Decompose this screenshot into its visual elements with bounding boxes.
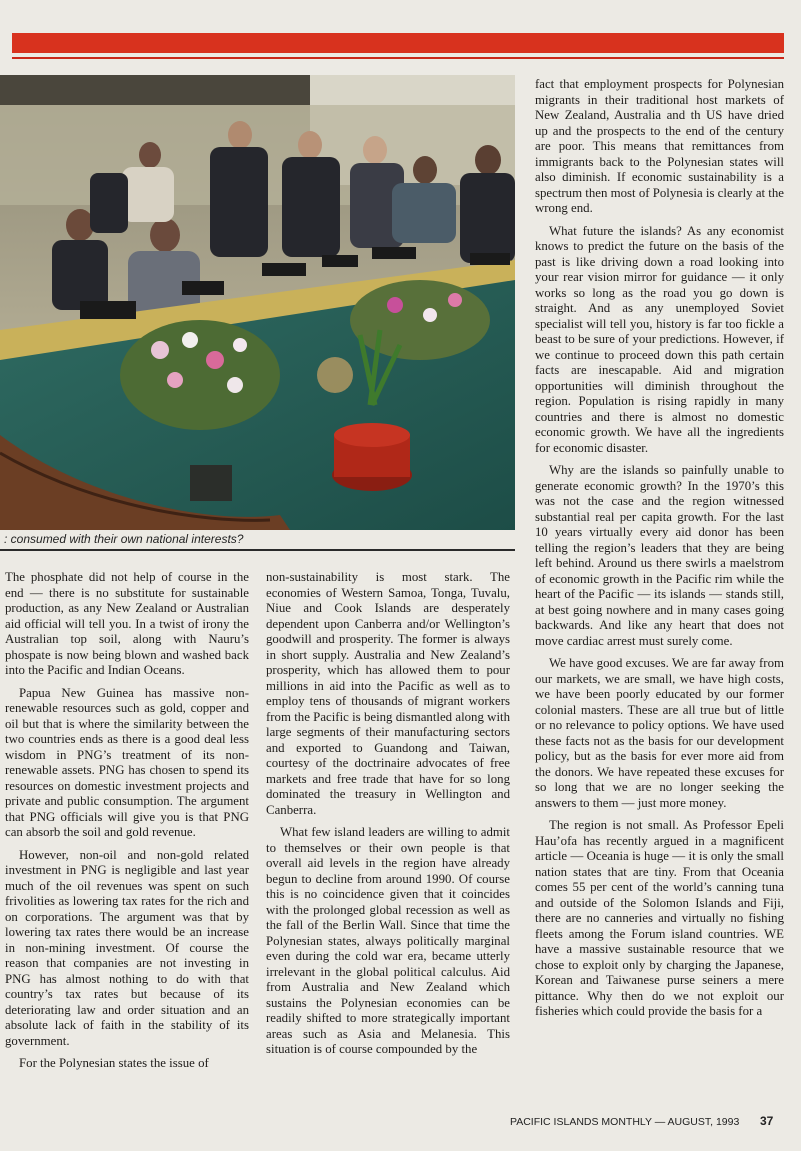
page-number: 37 bbox=[760, 1114, 774, 1128]
article-column-2 bbox=[266, 570, 510, 1058]
paragraph: The region is not small. As Professor Epeli Hau’ofa has recently argued in a magnificent article — Oceania is huge — it is only the small nation states that are tiny. From that Oceania comes 55 per cent of the world’s canning tuna and outside of the Solomon Islands and Fiji, there are no canneries and virtually no fishing fleets among the Forum island countries. WE have a massive sustainable resource that we chose to exploit only by charging the Japanese, Korean and Taiwanese purse seiners a mere pittance. Why then do we not exploit our fisheries which could provide the basis for a bbox=[535, 818, 784, 1018]
photo-caption: : consumed with their own national interests? bbox=[4, 532, 244, 546]
paragraph: Papua New Guinea has massive non-renewable resources such as gold, copper and oil but that is where the similarity between the two countries ends as there is a good deal less wisdom in PNG’s treatment of its non-renewable assets. PNG has chosen to spend its resources on domestic investment projects and private and public consumption. The argument that PNG officials will give you is that PNG can absorb the soil and gold revenue. bbox=[5, 685, 249, 839]
paragraph: For the Polynesian states the issue of bbox=[19, 1056, 209, 1070]
article-column-3 bbox=[535, 77, 784, 1020]
paragraph: The phosphate did not help of course in the end — there is no substitute for sustainable production, as any New Zealand or Australian aid official will tell you. In a twist of irony the Australian top soil, along with Nauru’s phospate is now being blown and washed back into the Pacific and Indian Oceans. bbox=[5, 570, 249, 677]
caption-rule bbox=[0, 549, 515, 551]
article-column-1 bbox=[5, 570, 249, 1072]
paragraph: What few island leaders are willing to admit to themselves or their own people is that overall aid levels in the region have already begun to decline from around 1990. Of course this is no coincidence given that it coincides with the prolonged global recession as well as the fall of the Berlin Wall. Since that time the Polynesian states, always politically marginal even during the cold war era, became utterly irrelevant in the global political calculus. Aid from Australia and New Zealand which sustains the Polynesian economies can be readily shifted to more strategically important areas such as Asia and Melanesia. This situation is of course compounded by the bbox=[266, 825, 510, 1056]
conference-photo-illustration bbox=[0, 75, 515, 530]
publication-footer: PACIFIC ISLANDS MONTHLY — AUGUST, 1993 bbox=[510, 1116, 740, 1128]
conference-photo bbox=[0, 75, 515, 530]
paragraph: What future the islands? As any economist knows to predict the future on the basis of the past is like driving down a road looking into your rear vision mirror for guidance — it only works so long as the road you go down is straight. And as any unemployed Soviet specialist will tell you, history is far too fickle a beast to be sure of your predictions. However, if we continue to proceed down this path certain facts are inescapable. Aid and migration opportunities will diminish throughout the region. Population is rising rapidly in many countries and there is almost no domestic economic growth. We have all the ingredients for economic disaster. bbox=[535, 223, 784, 455]
paragraph: non-sustainability is most stark. The economies of Western Samoa, Tonga, Tuvalu, Niue and Cook Islands are desperately dependent upon Canberra and/or Wellington’s goodwill and prosperity. The former is always in short supply. Australia and New Zealand’s prosperity, which has allowed them to pour millions in aid into the Pacific as well as to employ tens of thousands of migrant workers from the Pacific is being dismantled along with large segments of their manufacturing sectors and exported to Guandong and Taiwan, courtesy of the doctrinaire advocates of free markets and free trade that have for so long dominated the treasury in Wellington and Canberra. bbox=[266, 570, 510, 817]
paragraph: We have good excuses. We are far away from our markets, we are small, we have high costs, we have been poorly educated by our former colonial masters. These are all true but of little or no relevance to policy options. We have used these facts not as the basis for our development policy, but as the basis for ever more aid from the donors. We have repeated these excuses for so long that we are no longer seeking the answers to them — just more money. bbox=[535, 656, 784, 810]
paragraph: However, non-oil and non-gold related investment in PNG is negligible and last year much of the oil revenues was spent on such frivolities as lowering tax rates for the rich and on corporations. The argument was that by lowering tax rates there would be an increase in non-mining investment. Of course the reason that companies are not investing in PNG has almost nothing to do with that country’s tax rates but because of its deteriorating law and order situation and an absolute lack of faith in the stability of its government. bbox=[5, 847, 249, 1048]
paragraph: Why are the islands so painfully unable to generate economic growth? In the 1970’s this was not the case and the region witnessed substantial real per capita growth. For the last 10 years virtually every aid donor has been telling the region’s leaders that they are being left behind. Around us there swirls a maelstrom of economic growth in the Pacific rim while the heart of the Pacific — its islands — stands still, at best going nowhere and in many cases going backwards. And like any heart that does not move cardiac arrest must surely come. bbox=[535, 463, 784, 648]
paragraph: fact that employment prospects for Polynesian migrants in their traditional host markets of New Zealand, Australia and th US have dried up and the prospects to the end of the century are poor. This means that remittances from immigrants back to the Polynesian states will also diminish. If economic sustainability is a spectrum then most of Polynesia is clearly at the wrong end. bbox=[535, 77, 784, 215]
header-red-bar bbox=[12, 33, 784, 53]
header-red-rule bbox=[12, 57, 784, 59]
